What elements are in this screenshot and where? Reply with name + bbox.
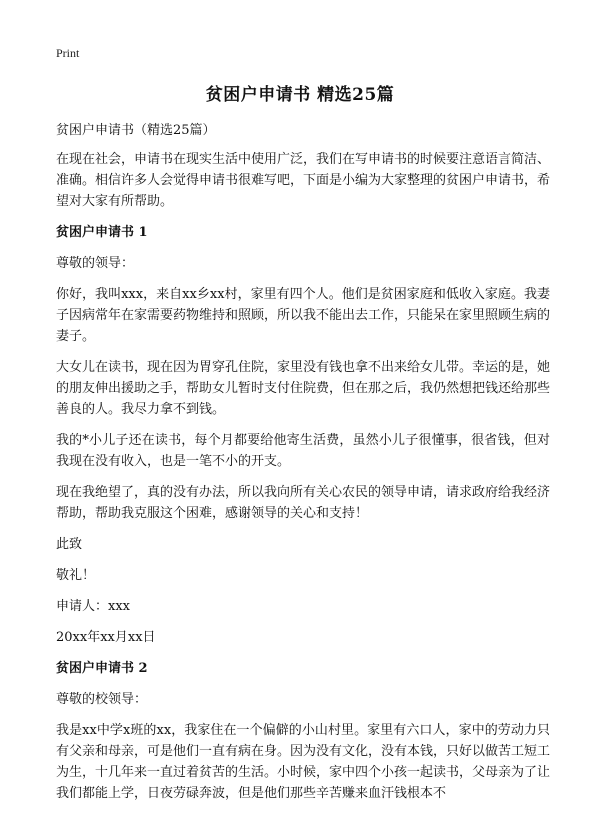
applicant-line: 申请人：xxx: [56, 599, 130, 614]
closing-line: 敬礼！: [56, 568, 96, 583]
section-heading: 贫困户申请书 1: [56, 225, 148, 240]
letter-section-2: [56, 658, 550, 804]
salutation: 尊敬的领导：: [56, 256, 135, 271]
date-line: 20xx年xx月xx日: [56, 630, 156, 645]
paragraph: 现在我绝望了，真的没有办法，所以我向所有关心农民的领导申请，请求政府给我经济帮助，帮助我克服这个困难，感谢领导的关心和支持！: [56, 485, 551, 521]
salutation: 尊敬的校领导：: [56, 692, 148, 707]
paragraph: 我的*小儿子还在读书，每个月都要给他寄生活费，虽然小儿子很懂事，很省钱，但对我现在没有收入，也是一笔不小的开支。: [56, 433, 550, 469]
paragraph: 我是xx中学x班的xx，我家住在一个偏僻的小山村里。家里有六口人，家中的劳动力只有父亲和母亲，可是他们一直有病在身。因为没有文化，没有本钱，只好以做苦工短工为生，十几年来一直过着贫苦的生活。小时候，家中四个小孩一起读书，父母亲为了让我们都能上学，日夜劳碌奔波，但是他们那些辛苦赚来血汗钱根本不: [56, 723, 551, 801]
document-title: 贫困户申请书 精选25篇: [205, 85, 395, 105]
letter-section-1: [56, 222, 550, 648]
paragraph: 大女儿在读书，现在因为胃穿孔住院，家里没有钱也拿不出来给女儿带。幸运的是，她的朋友伸出援助之手，帮助女儿暂时支付住院费，但在那之后，我仍然想把钱还给那些善良的人。我尽力拿不到钱。: [56, 360, 551, 417]
paragraph: 你好，我叫xxx，来自xx乡xx村，家里有四个人。他们是贫困家庭和低收入家庭。我妻子因病常年在家需要药物维持和照顾，所以我不能出去工作，只能呆在家里照顾生病的妻子。: [56, 287, 551, 344]
intro-paragraph: 在现在社会，申请书在现实生活中使用广泛，我们在写申请书的时候要注意语言简洁、准确。相信许多人会觉得申请书很难写吧，下面是小编为大家整理的贫困户申请书，希望对大家有所帮助。: [56, 152, 551, 209]
closing-line: 此致: [56, 537, 83, 552]
print-label: Print: [56, 46, 80, 60]
section-heading: 贫困户申请书 2: [56, 661, 148, 676]
document-subtitle: 贫困户申请书（精选25篇）: [56, 123, 216, 138]
document-body: [56, 120, 550, 814]
